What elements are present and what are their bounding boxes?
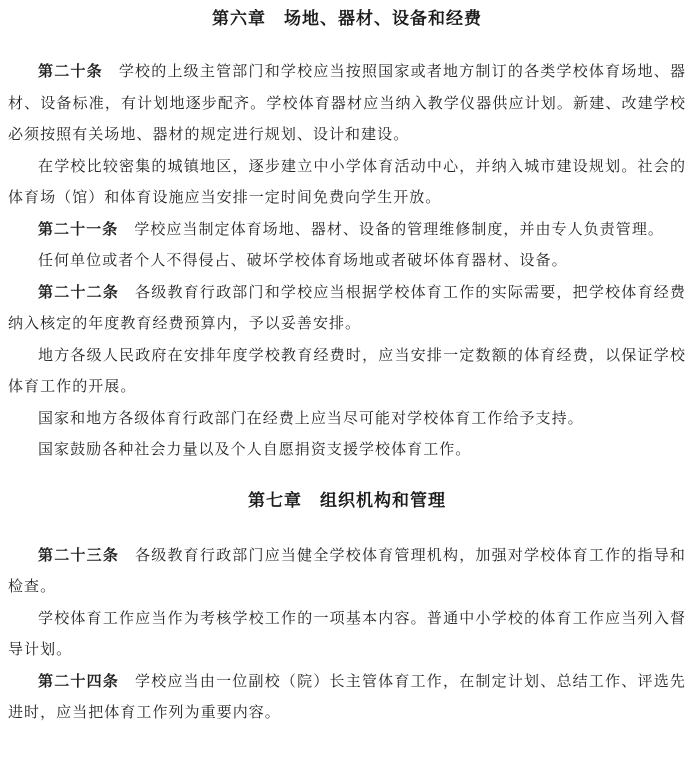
article-24-label: 第二十四条: [38, 671, 120, 690]
article-22-label: 第二十二条: [38, 282, 120, 301]
article-22-paragraph-1: [8, 277, 686, 340]
chapter-7-title: 第七章 组织机构和管理: [248, 490, 446, 511]
article-24-paragraph-1: [8, 666, 686, 729]
article-22-paragraph-2: 地方各级人民政府在安排年度学校教育经费时，应当安排一定数额的体育经费，以保证学校体育工作的开展。: [8, 345, 686, 395]
article-22-paragraph-4: 国家鼓励各种社会力量以及个人自愿捐资支援学校体育工作。: [38, 440, 472, 458]
article-21-paragraph-1: [8, 214, 686, 246]
article-23-paragraph-2: 学校体育工作应当作为考核学校工作的一项基本内容。普通中小学校的体育工作应当列入督导计划。: [8, 608, 686, 658]
article-20-text: 学校的上级主管部门和学校应当按照国家或者地方制订的各类学校体育场地、器材、设备标准，有计划地逐步配齐。学校体育器材应当纳入教学仪器供应计划。新建、改建学校必须按照有关场地、器材的规定进行规划、设计和建设。: [8, 62, 686, 143]
article-23-paragraph-1: [8, 540, 686, 603]
article-21-paragraph-2: 任何单位或者个人不得侵占、破坏学校体育场地或者破坏体育器材、设备。: [38, 251, 568, 269]
article-23-label: 第二十三条: [38, 545, 120, 564]
article-21-text: 学校应当制定体育场地、器材、设备的管理维修制度，并由专人负责管理。: [134, 219, 664, 238]
article-24-text: 学校应当由一位副校（院）长主管体育工作，在制定计划、总结工作、评选先进时，应当把体育工作列为重要内容。: [8, 671, 686, 721]
article-22-text: 各级教育行政部门和学校应当根据学校体育工作的实际需要，把学校体育经费纳入核定的年度教育经费预算内，予以妥善安排。: [8, 282, 686, 332]
article-20-label: 第二十条: [38, 62, 103, 80]
chapter-6-title: 第六章 场地、器材、设备和经费: [212, 9, 482, 29]
article-23-text: 各级教育行政部门应当健全学校体育管理机构，加强对学校体育工作的指导和检查。: [8, 545, 686, 595]
article-20-paragraph-1: [8, 56, 686, 151]
document-page: [0, 6, 690, 780]
article-20-paragraph-2: 在学校比较密集的城镇地区，逐步建立中小学体育活动中心，并纳入城市建设规划。社会的体育场（馆）和体育设施应当安排一定时间免费向学生开放。: [8, 156, 686, 206]
article-21-label: 第二十一条: [38, 219, 119, 238]
article-22-paragraph-3: 国家和地方各级体育行政部门在经费上应当尽可能对学校体育工作给予支持。: [38, 408, 584, 427]
